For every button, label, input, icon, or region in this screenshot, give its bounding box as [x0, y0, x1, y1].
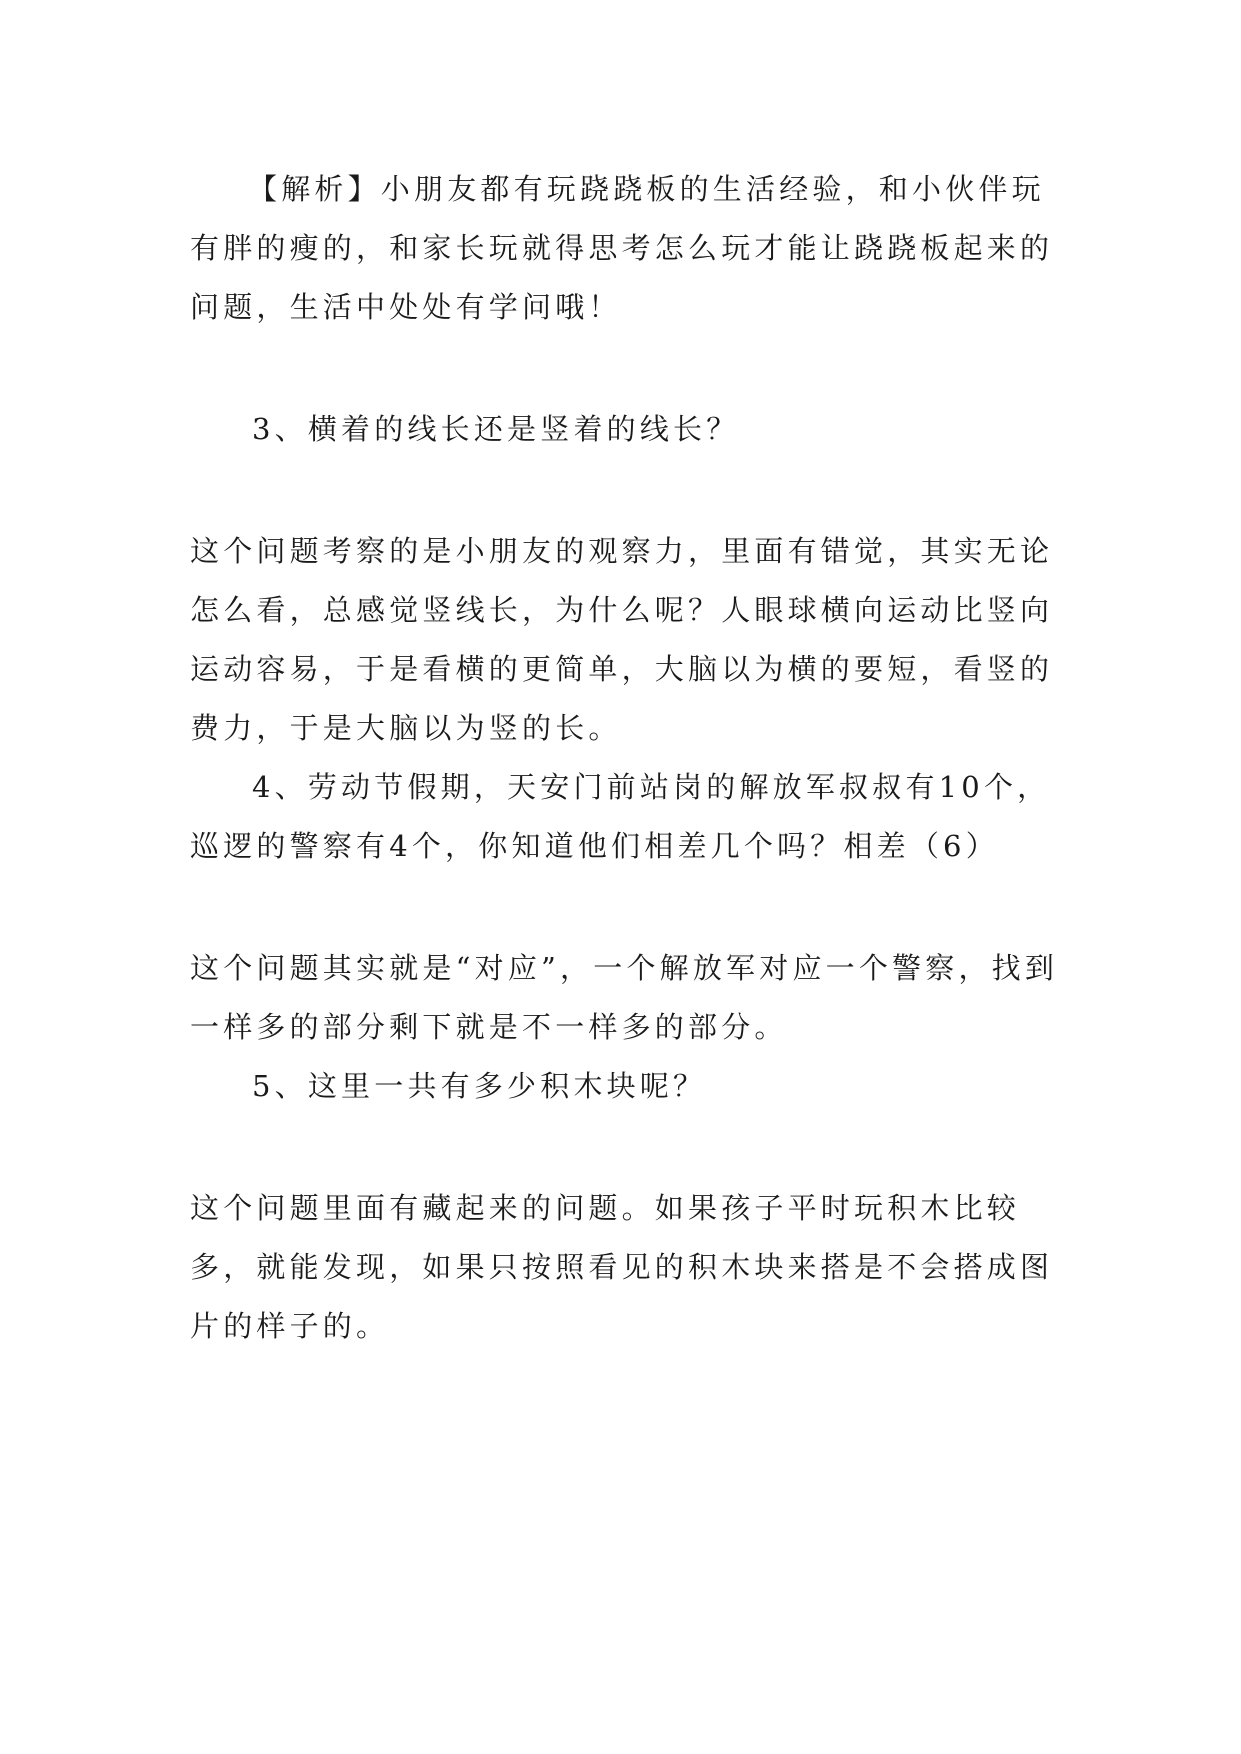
question-5-explanation: 这个问题里面有藏起来的问题。如果孩子平时玩积木比较多，就能发现，如果只按照看见的积木块来搭是不会搭成图片的样子的。 — [190, 1191, 1054, 1343]
analysis-paragraph: 【解析】小朋友都有玩跷跷板的生活经验，和小伙伴玩有胖的瘦的，和家长玩就得思考怎么玩才能让跷跷板起来的问题，生活中处处有学问哦！ — [190, 172, 1054, 324]
question-5-heading: 5、这里一共有多少积木块呢？ — [252, 1069, 707, 1103]
question-4-heading: 4、劳动节假期，天安门前站岗的解放军叔叔有10个，巡逻的警察有4个，你知道他们相差几个吗？相差（6） — [190, 770, 1051, 863]
question-4-explanation: 这个问题其实就是“对应”，一个解放军对应一个警察，找到一样多的部分剩下就是不一样多的部分。 — [190, 951, 1059, 1044]
question-3-heading: 3、横着的线长还是竖着的线长？ — [252, 412, 740, 446]
document-page — [190, 160, 1070, 1356]
question-3-explanation: 这个问题考察的是小朋友的观察力，里面有错觉，其实无论怎么看，总感觉竖线长，为什么呢？人眼球横向运动比竖向运动容易，于是看横的更简单，大脑以为横的要短，看竖的费力，于是大脑以为竖的长。 — [190, 534, 1054, 745]
